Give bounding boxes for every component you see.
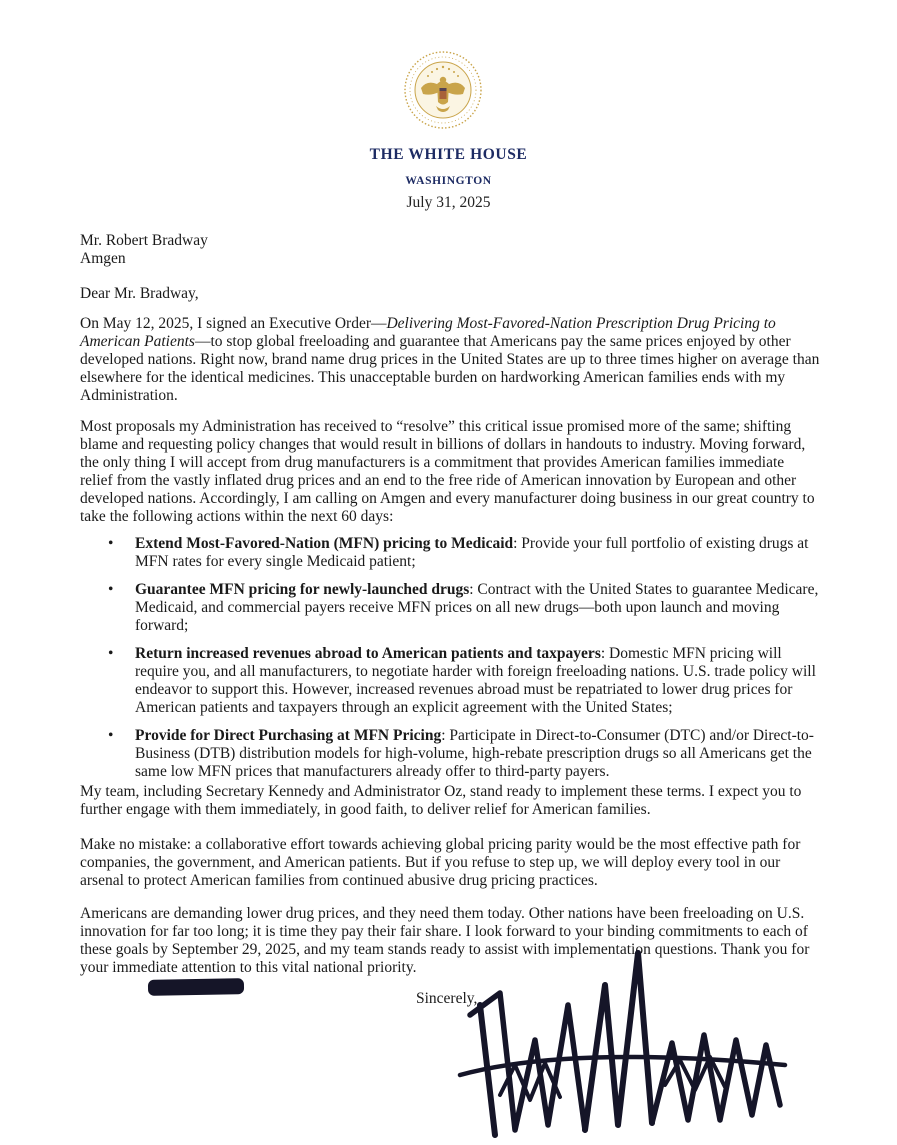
- action-text: : Contract with the United States to guarantee Medicare, Medicaid, and commercial payers receive MFN prices on all new drugs—both upon launch and moving forward;: [135, 581, 819, 634]
- bullet: •: [108, 727, 114, 744]
- paragraph-proposals: Most proposals my Administration has received to “resolve” this critical issue promised more of the same; shifting blame and requesting policy changes that would result in billions of dollars in handouts to industry. Moving forward, the only thing I will accept from drug manufacturers is a commitment that provides American families immediate relief from the vastly inflated drug prices and an end to the free ride of American innovation by European and other developed nations. Accordingly, I am calling on Amgen and every manufacturer doing business in our great country to take the following actions within the next 60 days:: [80, 418, 815, 525]
- action-text: : Participate in Direct-to-Consumer (DTC) and/or Direct-to-Business (DTB) distribution models for high-volume, high-rebate prescription drugs so all Americans get the same low MFN prices that manufacturers already offer to third-party payers.: [135, 727, 814, 780]
- action-text: : Provide your full portfolio of existing drugs at MFN rates for every single Medicaid patient;: [135, 535, 809, 570]
- recipient-block: [80, 232, 820, 268]
- letterhead-city: WASHINGTON: [405, 175, 492, 187]
- action-item: [80, 581, 825, 635]
- action-list: [80, 535, 825, 791]
- action-item: [80, 535, 825, 571]
- executive-order-title: Delivering Most-Favored-Nation Prescription Drug Pricing to American Patients: [80, 315, 776, 350]
- presidential-seal-icon: [403, 50, 483, 130]
- action-heading: Guarantee MFN pricing for newly-launched drugs: [135, 581, 470, 598]
- recipient-company: Amgen: [80, 250, 126, 267]
- action-heading: Extend Most-Favored-Nation (MFN) pricing to Medicaid: [135, 535, 514, 552]
- paragraph-executive-order: [80, 315, 820, 405]
- paragraph-closing-request: Americans are demanding lower drug prices, and they need them today. Other nations have been freeloading on U.S. innovation for far too long; it is time they pay their fair share. I look forward to your binding commitments to each of these goals by September 29, 2025, and my team stands ready to assist with implementation questions. Thank you for your immediate attention to this vital national priority.: [80, 905, 810, 976]
- paragraph-warning: Make no mistake: a collaborative effort towards achieving global pricing parity would be the most effective path for companies, the government, and American patients. But if you refuse to step up, we will deploy every tool in our arsenal to protect American families from continued abusive drug pricing practices.: [80, 836, 801, 889]
- recipient-name: Mr. Robert Bradway: [80, 232, 208, 249]
- closing: Sincerely,: [416, 990, 478, 1007]
- bullet: •: [108, 645, 114, 662]
- bullet: •: [108, 581, 114, 598]
- action-heading: Provide for Direct Purchasing at MFN Pricing: [135, 727, 442, 744]
- salutation: Dear Mr. Bradway,: [80, 285, 199, 302]
- letterhead-org: THE WHITE HOUSE: [369, 146, 528, 163]
- letter-date: July 31, 2025: [406, 194, 491, 211]
- action-heading: Return increased revenues abroad to American patients and taxpayers: [135, 645, 601, 662]
- redaction-mark: [148, 978, 244, 996]
- action-text: : Domestic MFN pricing will require you, and all manufacturers, to negotiate harder with foreign freeloading nations. U.S. trade policy will endeavor to support this. However, increased revenues abroad must be repatriated to lower drug prices for American patients and taxpayers through an explicit agreement with the United States;: [135, 645, 816, 716]
- action-item: [80, 727, 825, 781]
- paragraph-team: My team, including Secretary Kennedy and Administrator Oz, stand ready to implement these terms. I expect you to further engage with them immediately, in good faith, to deliver relief for American families.: [80, 783, 802, 818]
- bullet: •: [108, 535, 114, 552]
- action-item: [80, 645, 825, 717]
- para1-rest: —to stop global freeloading and guarantee that Americans pay the same prices enjoyed by other developed nations. Right now, brand name drug prices in the United States are up to three times higher on average than elsewhere for the identical medicines. This unacceptable burden on hardworking American families ends with my Administration.: [80, 333, 820, 404]
- signature-image: [440, 945, 800, 1145]
- para1-lead: On May 12, 2025, I signed an Executive Order—: [80, 315, 387, 332]
